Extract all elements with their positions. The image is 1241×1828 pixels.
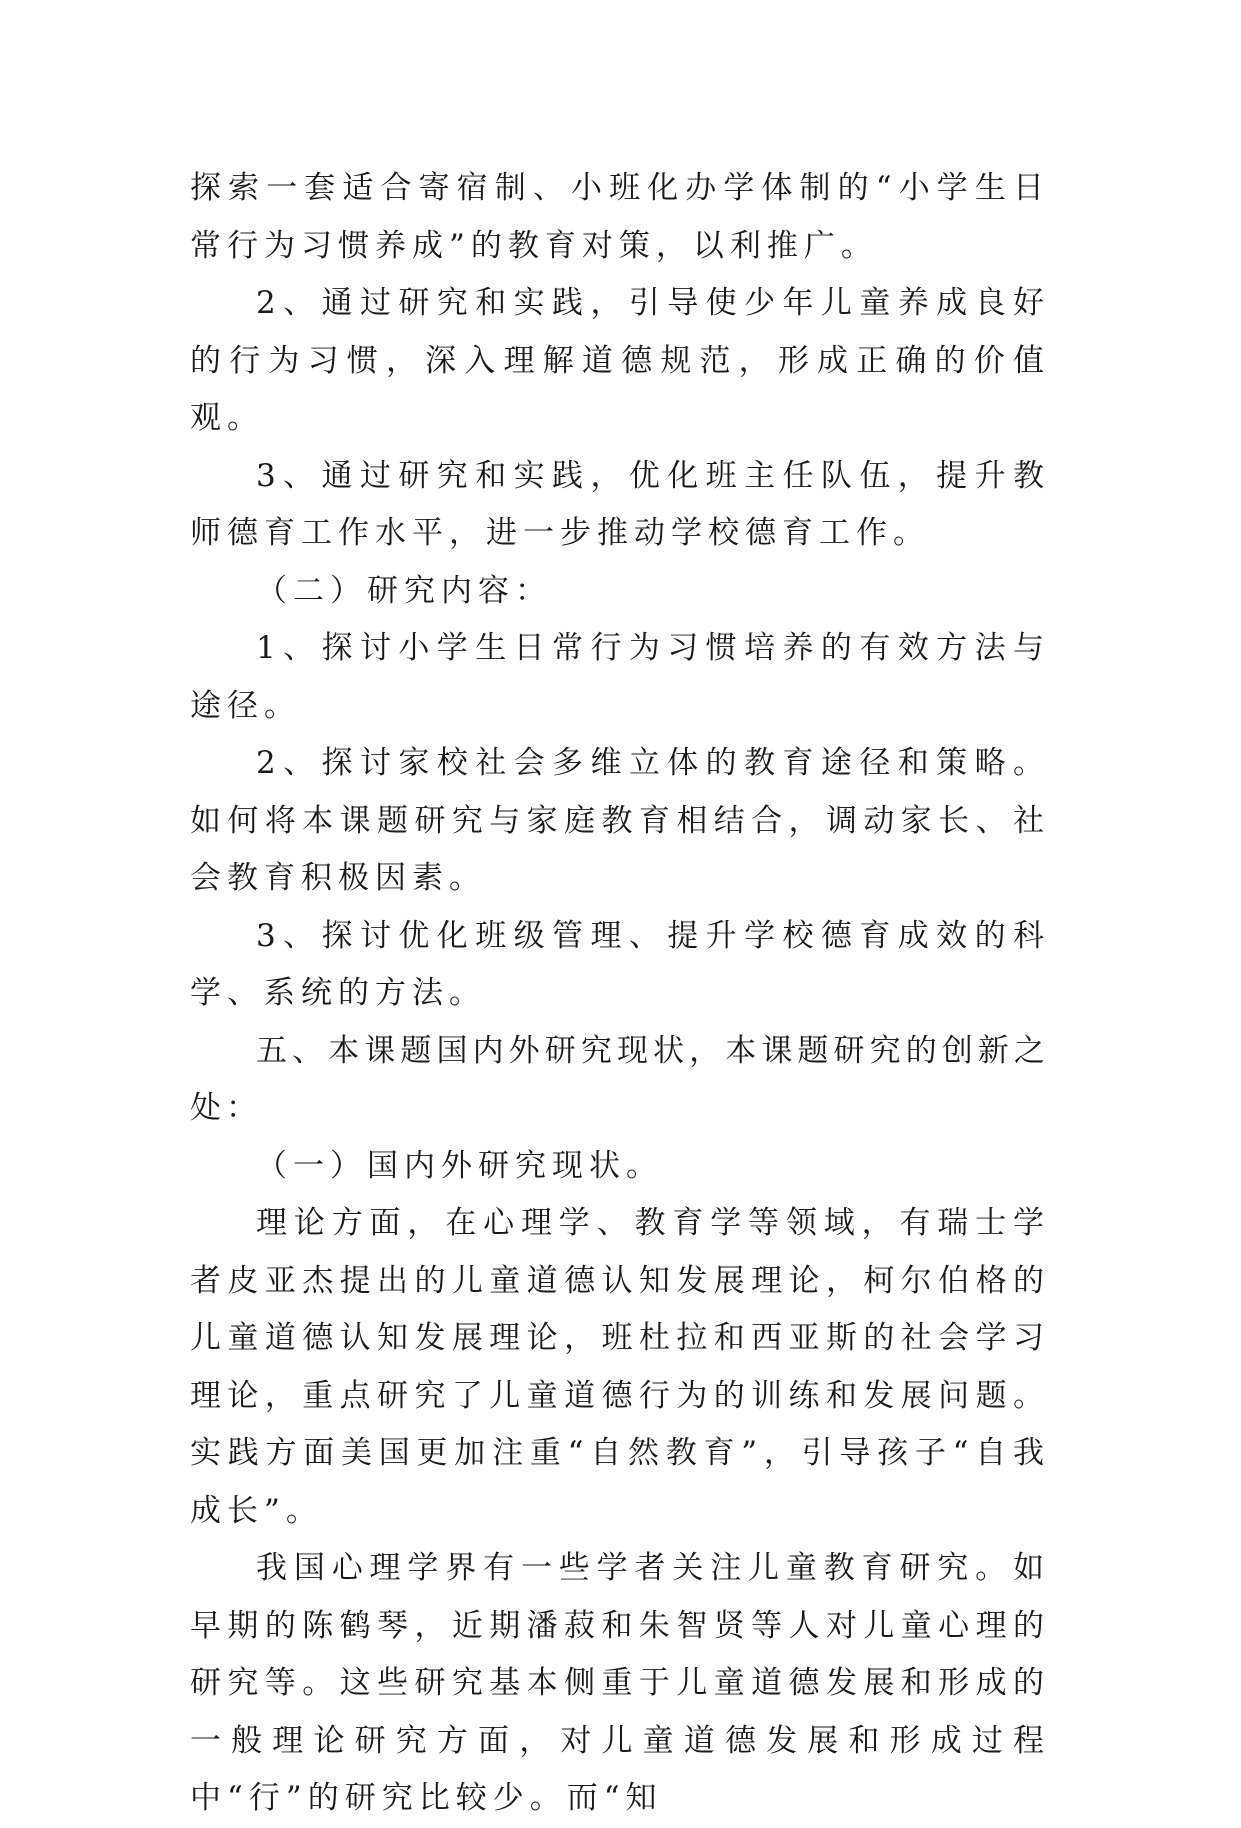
paragraph-goal-2: 2、通过研究和实践，引导使少年儿童养成良好的行为习惯，深入理解道德规范，形成正确的价值观。	[190, 285, 1050, 436]
paragraph-content-2: 2、探讨家校社会多维立体的教育途径和策略。如何将本课题研究与家庭教育相结合，调动家长、社会教育积极因素。	[190, 745, 1050, 896]
section-heading-five: 五、本课题国内外研究现状，本课题研究的创新之处：	[190, 1032, 1050, 1126]
document-body	[190, 160, 1050, 1828]
paragraph-domestic: 我国心理学界有一些学者关注儿童教育研究。如早期的陈鹤琴，近期潘菽和朱智贤等人对儿童心理的研究等。这些研究基本侧重于儿童道德发展和形成的一般理论研究方面，对儿童道德发展和形成过程中“行”的研究比较少。而“知	[190, 1550, 1050, 1816]
paragraph-content-3: 3、探讨优化班级管理、提升学校德育成效的科学、系统的方法。	[190, 917, 1050, 1011]
paragraph-content-1: 1、探讨小学生日常行为习惯培养的有效方法与途径。	[190, 630, 1050, 724]
section-heading-research-status: （一）国内外研究现状。	[256, 1147, 663, 1184]
section-heading-research-content: （二）研究内容：	[256, 572, 552, 609]
paragraph-continuation: 探索一套适合寄宿制、小班化办学体制的“小学生日常行为习惯养成”的教育对策，以利推广。	[190, 170, 1050, 264]
paragraph-goal-3: 3、通过研究和实践，优化班主任队伍，提升教师德育工作水平，进一步推动学校德育工作。	[190, 457, 1050, 551]
paragraph-theory: 理论方面，在心理学、教育学等领域，有瑞士学者皮亚杰提出的儿童道德认知发展理论，柯尔伯格的儿童道德认知发展理论，班杜拉和西亚斯的社会学习理论，重点研究了儿童道德行为的训练和发展问题。实践方面美国更加注重“自然教育”，引导孩子“自我成长”。	[190, 1205, 1050, 1529]
